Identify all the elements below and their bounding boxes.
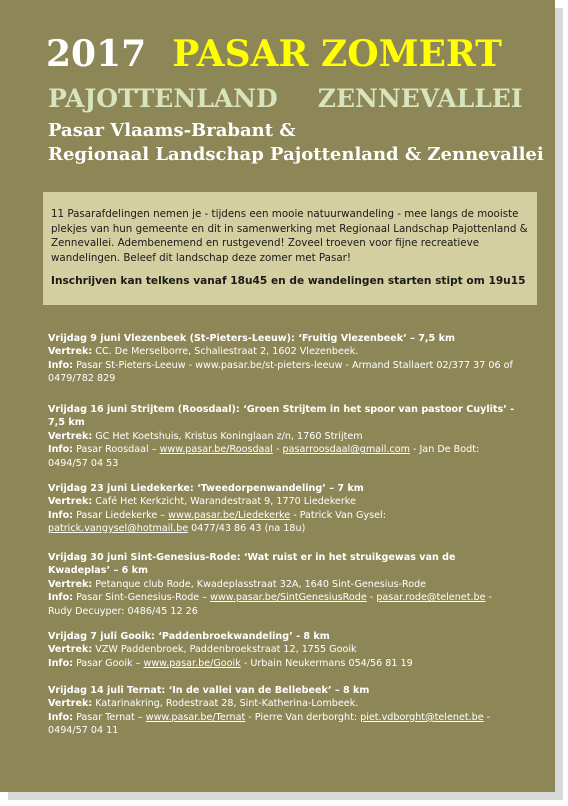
- event-vertrek: Petanque club Rode, Kwadeplasstraat 32A, 1640 Sint-Genesius-Rode: [95, 578, 427, 590]
- info-label: Info:: [48, 711, 74, 723]
- email-link[interactable]: pasar.rode@telenet.be: [376, 592, 486, 604]
- year: 2017: [46, 33, 147, 75]
- event-block: [48, 403, 518, 470]
- event-heading: Vrijdag 16 juni Strijtem (Roosdaal): ‘Groen Strijtem in het spoor van pastoor Cuylits’ - 7,5 km: [48, 404, 515, 429]
- info-label: Info:: [48, 444, 74, 456]
- event-info-text: Pasar Gooik –: [76, 657, 144, 669]
- intro-box: [43, 192, 537, 305]
- event-vertrek: Katarinakring, Rodestraat 28, Sint-Katherina-Lombeek.: [95, 698, 359, 710]
- vertrek-label: Vertrek:: [48, 578, 93, 590]
- event-info-contact: - Jan De Bodt: 0494/57 04 53: [48, 444, 480, 469]
- email-link[interactable]: pasarroosdaal@gmail.com: [282, 444, 410, 456]
- email-link[interactable]: piet.vdborght@telenet.be: [360, 711, 484, 723]
- website-link[interactable]: www.pasar.be/Ternat: [145, 711, 246, 723]
- event-info-sep: -: [366, 592, 377, 604]
- event-vertrek: Café Het Kerkzicht, Warandestraat 9, 1770 Liedekerke: [95, 496, 356, 508]
- event-block: [48, 630, 518, 670]
- vertrek-label: Vertrek:: [48, 698, 93, 710]
- info-label: Info:: [48, 509, 74, 521]
- intro-notice: Inschrijven kan telkens vanaf 18u45 en de wandelingen starten stipt om 19u15: [51, 275, 526, 287]
- info-label: Info:: [48, 592, 74, 604]
- info-label: Info:: [48, 657, 74, 669]
- vertrek-label: Vertrek:: [48, 496, 93, 508]
- page-shadow-bottom: [8, 792, 563, 800]
- event-vertrek: VZW Paddenbroek, Paddenbroekstraat 12, 1755 Gooik: [95, 644, 357, 656]
- event-heading: Vrijdag 14 juli Ternat: ‘In de vallei van de Bellebeek’ – 8 km: [48, 685, 370, 696]
- event-block: [48, 684, 518, 738]
- email-link[interactable]: patrick.vangysel@hotmail.be: [48, 523, 189, 535]
- event-info-text: Pasar Ternat –: [76, 711, 146, 723]
- event-info-sep: -: [272, 444, 283, 456]
- page-shadow-right: [555, 8, 563, 798]
- event-block: [48, 332, 518, 386]
- header-title-row: [46, 33, 502, 75]
- website-link[interactable]: www.pasar.be/SintGenesiusRode: [210, 592, 367, 604]
- header-regions: [48, 84, 523, 113]
- region-right: ZENNEVALLEI: [317, 84, 523, 113]
- event-info-contact: 0477/43 86 43 (na 18u): [188, 523, 306, 535]
- event-vertrek: CC. De Merselborre, Schaliestraat 2, 1602 Vlezenbeek.: [95, 346, 359, 358]
- website-link[interactable]: www.pasar.be/Liedekerke: [168, 509, 291, 521]
- event-info-contact: - Rudy Decuyper: 0486/45 12 26: [48, 592, 493, 617]
- event-info-contact: - Urbain Neukermans 054/56 81 19: [240, 657, 413, 669]
- event-info-text: Pasar Roosdaal –: [76, 444, 160, 456]
- event-block: [48, 551, 518, 618]
- website-link[interactable]: www.pasar.be/Gooik: [143, 657, 241, 669]
- vertrek-label: Vertrek:: [48, 644, 93, 656]
- website-link[interactable]: www.pasar.be/Roosdaal: [159, 444, 273, 456]
- event-info-contact: - 0494/57 04 11: [48, 711, 491, 737]
- event-info-text: Pasar Liedekerke –: [73, 509, 169, 521]
- event-heading: Vrijdag 9 juni Vlezenbeek (St-Pieters-Leeuw): ‘Fruitig Vlezenbeek’ – 7,5 km: [48, 333, 455, 344]
- event-vertrek: GC Het Koetshuis, Kristus Koninglaan z/n, 1760 Strijtem: [95, 430, 363, 442]
- event-info-sep: - Pierre Van derborght:: [245, 711, 361, 723]
- intro-text: 11 Pasarafdelingen nemen je - tijdens een mooie natuurwandeling - mee langs de mooiste plekjes van hun gemeente en dit in samenwerking met Regionaal Landschap Pajottenland & Zennevallei. Adembenemend en rustgevend! Zoveel troeven voor fijne recreatieve wandelingen. Beleef dit landschap deze zomer met Pasar!: [51, 208, 528, 264]
- info-label: Info:: [48, 359, 74, 371]
- event-heading: Vrijdag 30 juni Sint-Genesius-Rode: ‘Wat ruist er in het struikgewas van de Kwadeplas’ – 6 km: [48, 552, 456, 577]
- subtitle-2: Regionaal Landschap Pajottenland & Zennevallei: [48, 144, 544, 165]
- page-title: PASAR ZOMERT: [172, 33, 502, 75]
- event-heading: Vrijdag 23 juni Liedekerke: ‘Tweedorpenwandeling’ – 7 km: [48, 483, 364, 494]
- vertrek-label: Vertrek:: [48, 430, 93, 442]
- event-info-sep: - Patrick Van Gysel:: [290, 509, 386, 521]
- event-info: Pasar St-Pieters-Leeuw - www.pasar.be/st-pieters-leeuw - Armand Stallaert 02/377 37 06 of 0479/782 829: [48, 359, 513, 385]
- region-left: PAJOTTENLAND: [48, 84, 278, 113]
- event-heading: Vrijdag 7 juli Gooik: ‘Paddenbroekwandeling’ - 8 km: [48, 631, 330, 642]
- subtitle-1: Pasar Vlaams-Brabant &: [48, 120, 296, 141]
- event-info-text: Pasar Sint-Genesius-Rode –: [76, 592, 211, 604]
- event-block: [48, 482, 518, 536]
- vertrek-label: Vertrek:: [48, 346, 93, 358]
